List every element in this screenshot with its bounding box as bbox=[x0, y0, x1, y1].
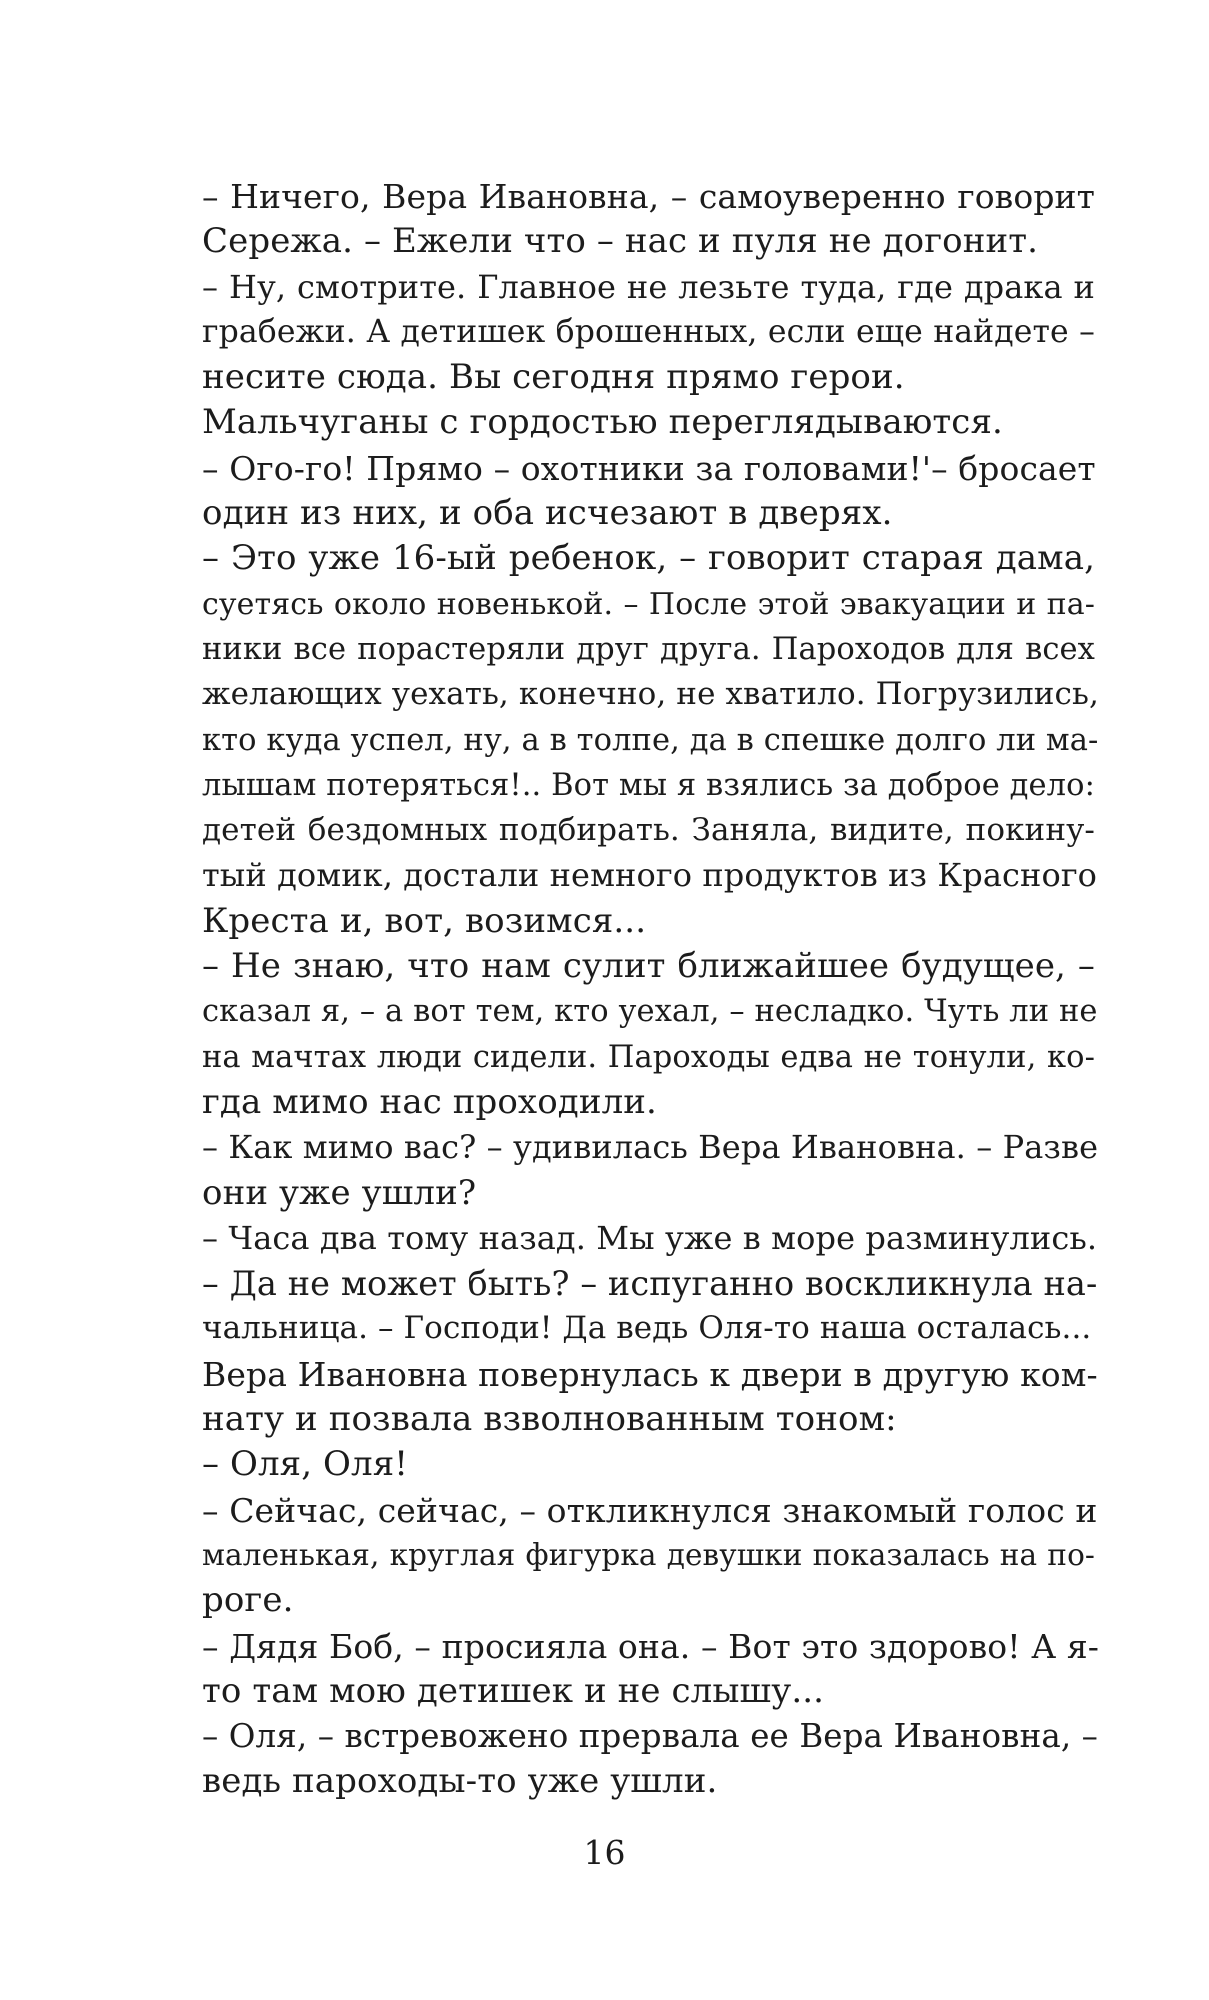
text-line: Креста и, вот, возимся... bbox=[202, 900, 647, 941]
text-line: то там мою детишек и не слышу... bbox=[202, 1670, 825, 1711]
text-line: – Как мимо вас? – удивилась Вера Ивановна. – Разве bbox=[202, 1128, 1099, 1167]
text-line: – Ну, смотрите. Главное не лезьте туда, где драка и bbox=[202, 267, 1095, 306]
text-line: – Часа два тому назад. Мы уже в море разминулись. bbox=[202, 1218, 1098, 1257]
text-line: – Оля, Оля! bbox=[202, 1444, 409, 1485]
text-line: кто куда успел, ну, а в толпе, да в спешке долго ли ма- bbox=[202, 722, 1099, 758]
text-line: – Ого-го! Прямо – охотники за головами!'– бросает bbox=[202, 448, 1096, 488]
text-line: гда мимо нас проходили. bbox=[202, 1081, 657, 1122]
text-line: суетясь около новенькой. – После этой эвакуации и па- bbox=[202, 586, 1095, 622]
text-line: чальница. – Господи! Да ведь Оля-то наша осталась... bbox=[202, 1310, 1092, 1347]
text-line: – Да не может быть? – испуганно воскликнула на- bbox=[202, 1264, 1098, 1304]
body-text bbox=[202, 174, 1100, 1805]
text-line: ники все порастеряли друг друга. Пароходов для всех bbox=[202, 631, 1095, 667]
text-line: несите сюда. Вы сегодня прямо герои. bbox=[202, 357, 905, 398]
text-line: желающих уехать, конечно, не хватило. Погрузились, bbox=[202, 676, 1099, 713]
page-number: 16 bbox=[583, 1833, 626, 1872]
text-line: ведь пароходы-то уже ушли. bbox=[202, 1761, 718, 1802]
text-line: – Ничего, Вера Ивановна, – самоуверенно говорит bbox=[202, 177, 1095, 216]
text-line: лышам потеряться!.. Вот мы я взялись за доброе дело: bbox=[202, 767, 1095, 803]
text-line: один из них, и оба исчезают в дверях. bbox=[202, 493, 893, 534]
text-line: тый домик, достали немного продуктов из Красного bbox=[202, 856, 1098, 895]
text-line: маленькая, круглая фигурка девушки показалась на по- bbox=[202, 1537, 1095, 1572]
text-line: сказал я, – а вот тем, кто уехал, – несладко. Чуть ли не bbox=[202, 994, 1098, 1030]
text-line: грабежи. А детишек брошенных, если еще найдете – bbox=[202, 313, 1095, 350]
text-line: – Не знаю, что нам сулит ближайшее будущее, – bbox=[202, 946, 1095, 987]
text-line: – Оля, – встревожено прервала ее Вера Ивановна, – bbox=[202, 1717, 1099, 1756]
text-line: – Сейчас, сейчас, – откликнулся знакомый голос и bbox=[202, 1490, 1098, 1530]
text-line: они уже ушли? bbox=[202, 1172, 477, 1213]
text-line: – Это уже 16-ый ребенок, – говорит старая дама, bbox=[202, 538, 1095, 579]
text-line: на мачтах люди сидели. Пароходы едва не тонули, ко- bbox=[202, 1039, 1095, 1075]
text-line: роге. bbox=[202, 1580, 294, 1621]
text-line: – Дядя Боб, – просияла она. – Вот это здорово! А я- bbox=[202, 1626, 1100, 1666]
text-line: Сережа. – Ежели что – нас и пуля не догонит. bbox=[202, 221, 1039, 262]
text-line: детей бездомных подбирать. Заняла, видите, покину- bbox=[202, 812, 1095, 849]
text-line: Вера Ивановна повернулась к двери в другую ком- bbox=[202, 1354, 1098, 1394]
text-line: нату и позвала взволнованным тоном: bbox=[202, 1399, 897, 1440]
text-line: Мальчуганы с гордостью переглядываются. bbox=[202, 402, 1003, 443]
